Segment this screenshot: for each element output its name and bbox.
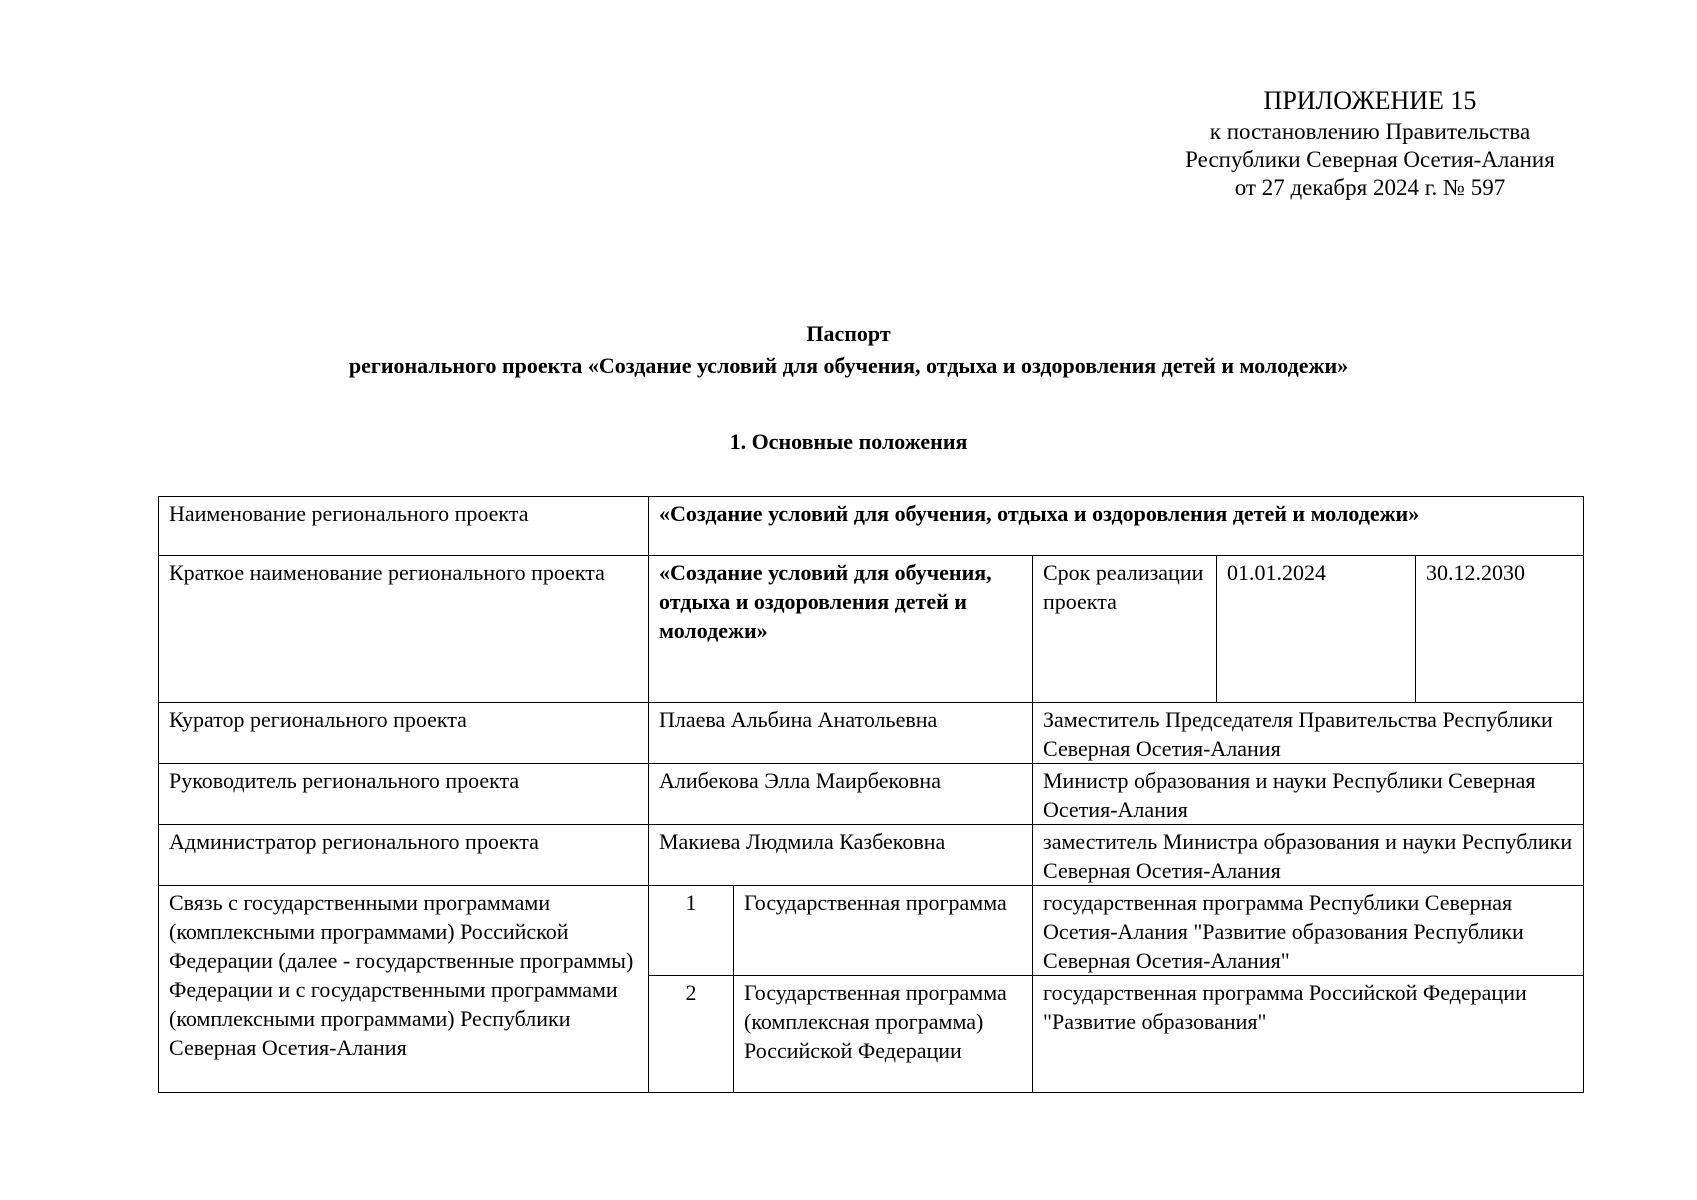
curator-name-cell: Плаева Альбина Анатольевна	[649, 703, 1033, 764]
table-row	[159, 825, 1584, 886]
head-name-cell: Алибекова Элла Маирбековна	[649, 764, 1033, 825]
head-position-cell: Министр образования и науки Республики Северная Осетия-Алания	[1033, 764, 1584, 825]
passport-title: Паспорт	[806, 321, 891, 346]
passport-subtitle: регионального проекта «Создание условий для обучения, отдыха и оздоровления детей и молодежи»	[348, 353, 1349, 378]
appendix-line-1: к постановлению Правительства	[1209, 119, 1531, 144]
curator-position-cell: Заместитель Председателя Правительства Республики Северная Осетия-Алания	[1033, 703, 1584, 764]
program-1-name-cell: государственная программа Республики Северная Осетия-Алания "Развитие образования Республики Северная Осетия-Алания"	[1033, 886, 1584, 976]
program-1-type-cell: Государственная программа	[734, 886, 1033, 976]
section-heading: 1. Основные положения	[729, 429, 968, 454]
program-link-label-cell: Связь с государственными программами (комплексными программами) Российской Федерации (далее - государственные программы) Федерации и с государственными программами (комплексными программами) Республики Северная Осетия-Алания	[159, 886, 649, 1093]
table-row	[159, 886, 1584, 976]
program-2-number-cell: 2	[649, 976, 734, 1093]
curator-label-cell: Куратор регионального проекта	[159, 703, 649, 764]
admin-label-cell: Администратор регионального проекта	[159, 825, 649, 886]
short-name-label-cell: Краткое наименование регионального проекта	[159, 556, 649, 703]
appendix-title: ПРИЛОЖЕНИЕ 15	[1263, 86, 1477, 115]
table-row	[159, 703, 1584, 764]
table-row	[159, 556, 1584, 703]
term-end-cell: 30.12.2030	[1416, 556, 1584, 703]
table-row	[159, 497, 1584, 556]
program-1-number-cell: 1	[649, 886, 734, 976]
name-value-cell: «Создание условий для обучения, отдыха и оздоровления детей и молодежи»	[649, 497, 1584, 556]
name-label-cell: Наименование регионального проекта	[159, 497, 649, 556]
term-start-cell: 01.01.2024	[1217, 556, 1416, 703]
main-provisions-table	[158, 496, 1584, 1093]
head-label-cell: Руководитель регионального проекта	[159, 764, 649, 825]
short-name-value-cell: «Создание условий для обучения, отдыха и оздоровления детей и молодежи»	[649, 556, 1033, 703]
admin-position-cell: заместитель Министра образования и науки Республики Северная Осетия-Алания	[1033, 825, 1584, 886]
table-row	[159, 764, 1584, 825]
appendix-line-3: от 27 декабря 2024 г. № 597	[1234, 175, 1506, 200]
appendix-line-2: Республики Северная Осетия-Алания	[1185, 147, 1555, 172]
appendix-header	[1120, 84, 1620, 202]
program-2-name-cell: государственная программа Российской Федерации "Развитие образования"	[1033, 976, 1584, 1093]
passport-title-block	[0, 318, 1697, 382]
program-2-type-cell: Государственная программа (комплексная программа) Российской Федерации	[734, 976, 1033, 1093]
admin-name-cell: Макиева Людмила Казбековна	[649, 825, 1033, 886]
term-label-cell: Срок реализации проекта	[1033, 556, 1217, 703]
